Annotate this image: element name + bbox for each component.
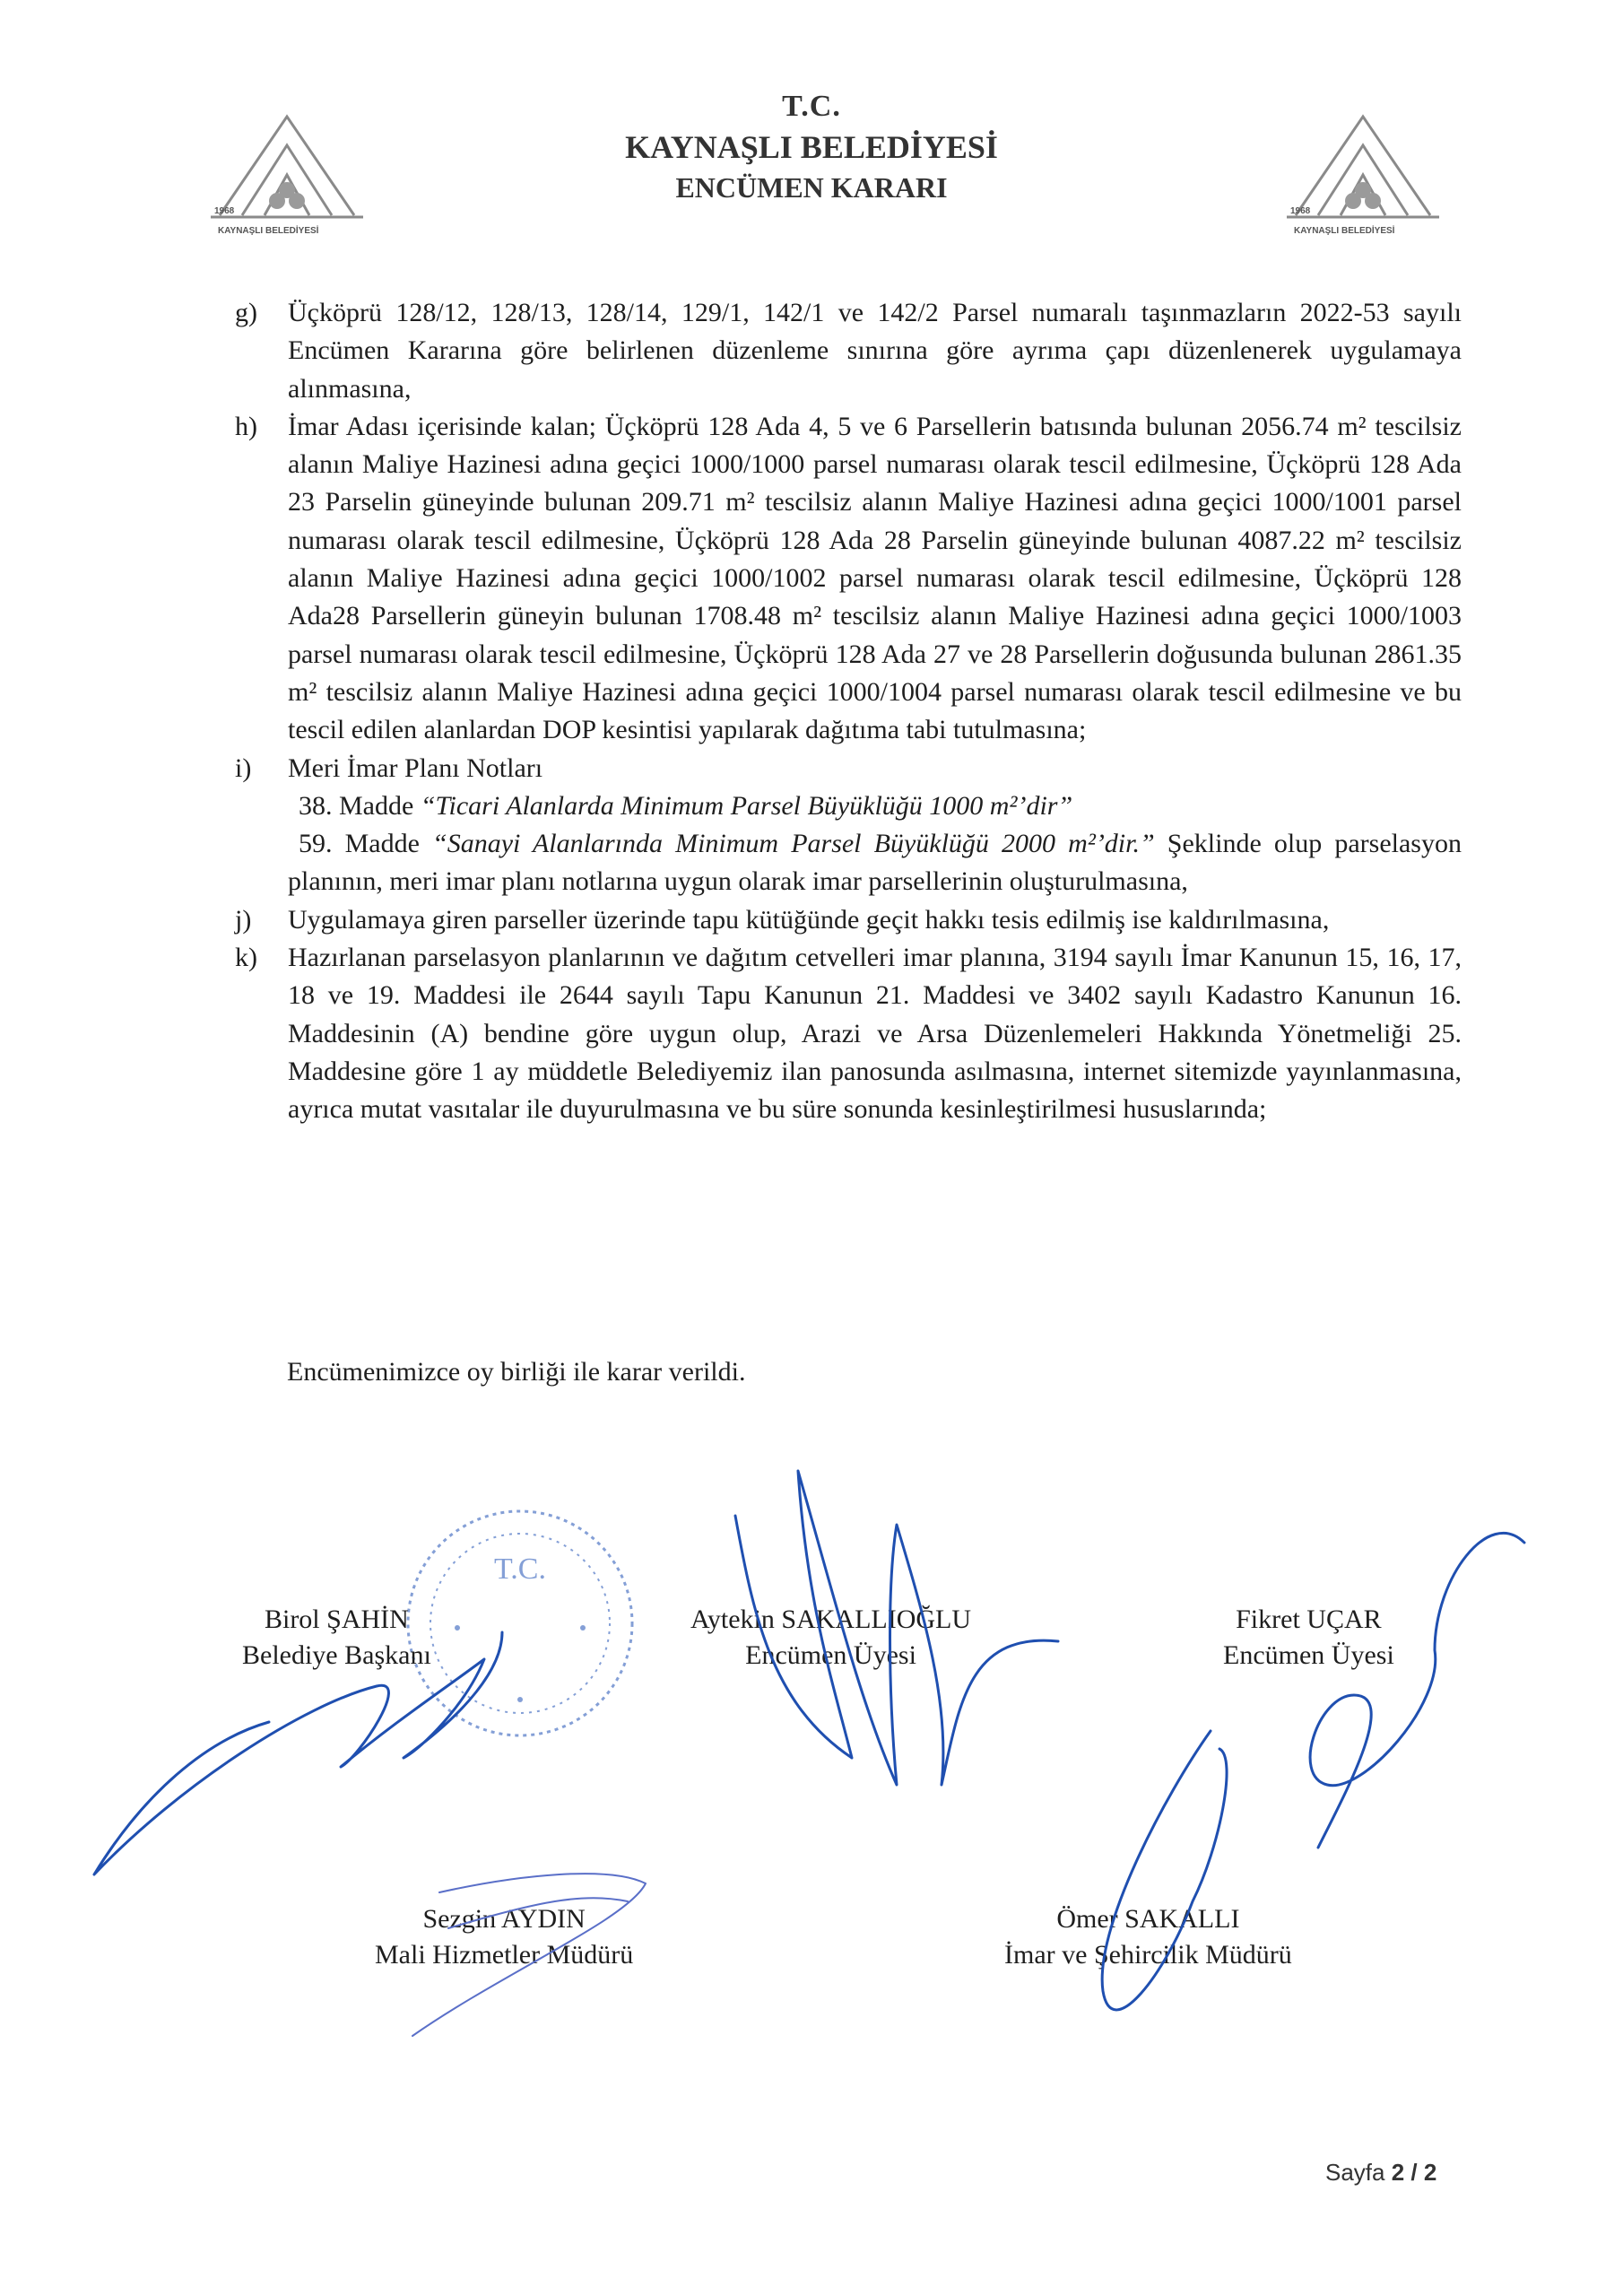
signatory-council-member-1 xyxy=(690,1602,971,1674)
document-header xyxy=(0,88,1623,206)
logo-year-right: 1968 xyxy=(1290,206,1311,216)
item-text: Hazırlanan parselasyon planlarının ve dağıtım cetvelleri imar planına, 3194 sayılı İmar Kanunun 15, 16, 17, 18 ve 19. Maddesi ile 2644 sayılı Tapu Kanunun 21. Maddesi ve 3402 sayılı Kadastro Kanunun 16. Maddesinin (A) bendine göre uygun olup, Arazi ve Arsa Düzenlemeleri Hakkında Yönetmeliği 25. Maddesine göre 1 ay müddetle Belediyemiz ilan panosunda asılmasına, internet sitemizde yayınlanmasına, ayrıca mutat vasıtalar ile duyurulmasına ve bu süre sonunda kesinleştirilmesi hususlarında; xyxy=(288,943,1462,1125)
article-38: 38. Madde “Ticari Alanlarda Minimum Parsel Büyüklüğü 1000 m²’dir” xyxy=(299,790,1073,821)
header-tc: T.C. xyxy=(782,90,841,123)
logo-name-left: KAYNAŞLI BELEDİYESİ xyxy=(218,226,319,236)
closing-statement: Encümenimizce oy birliği ile karar verildi. xyxy=(287,1357,746,1387)
decision-body xyxy=(235,294,1462,1129)
item-marker: h) xyxy=(235,411,257,441)
list-item-j xyxy=(235,901,1462,939)
item-text: Üçköprü 128/12, 128/13, 128/14, 129/1, 142/1 ve 142/2 Parsel numaralı taşınmazların 2022-53 sayılı Encümen Kararına göre belirlenen düzenleme sınırına göre ayrıma çapı düzenlenerek uygulamaya alınmasına, xyxy=(288,298,1462,404)
article-59: 59. Madde “Sanayi Alanlarında Minimum Parsel Büyüklüğü 2000 m²’dir.” Şeklinde olup parselasyon planının, meri imar planı notlarına uygun olarak imar parsellerinin oluşturulmasına, xyxy=(288,829,1462,897)
signatory-zoning-director xyxy=(1004,1901,1292,1973)
signatory-name: Sezgin AYDIN xyxy=(422,1904,586,1934)
signatory-council-member-2 xyxy=(1223,1602,1394,1674)
item-marker: j) xyxy=(235,904,252,935)
item-text: İmar Adası içerisinde kalan; Üçköprü 128 Ada 4, 5 ve 6 Parsellerin batısında bulunan 2056.74 m² tescilsiz alanın Maliye Hazinesi adına geçici 1000/1000 parsel numarası olarak tescil edilmesine, Üçköprü 128 Ada 23 Parselin güneyinde bulunan 209.71 m² tescilsiz alanın Maliye Hazinesi adına geçici 1000/1001 parsel numarası olarak tescil edilmesine, Üçköprü 128 Ada 28 Parselin güneyinde bulunan 4087.22 m² tescilsiz alanın Maliye Hazinesi adına geçici 1000/1002 parsel numarası olarak tescil edilmesine, Üçköprü 128 Ada28 Parsellerin güneyin bulunan 1708.48 m² tescilsiz alanın Maliye Hazinesi adına geçici 1000/1003 parsel numarası olarak tescil edilmesine, Üçköprü 128 Ada 27 ve 28 Parsellerin doğusunda bulunan 2861.35 m² tescilsiz alanın Maliye Hazinesi adına geçici 1000/1004 parsel numarası olarak tescil edilmesine ve bu tescil edilen alanlardan DOP kesintisi yapılarak dağıtıma tabi tutulmasına; xyxy=(288,411,1462,745)
seal-text: T.C. xyxy=(494,1552,546,1586)
signatory-title: Encümen Üyesi xyxy=(745,1640,916,1670)
header-decision-type: ENCÜMEN KARARI xyxy=(675,171,948,204)
signatory-mayor xyxy=(242,1602,431,1674)
list-item-h xyxy=(235,408,1462,750)
list-item-g xyxy=(235,294,1462,408)
page-label: Sayfa xyxy=(1325,2159,1392,2186)
page-number: 2 / 2 xyxy=(1391,2159,1437,2186)
page-indicator xyxy=(1325,2159,1436,2187)
item-title: Meri İmar Planı Notları xyxy=(288,752,543,783)
official-seal xyxy=(395,1493,646,1753)
signatory-title: Belediye Başkanı xyxy=(242,1640,431,1670)
signatory-title: Mali Hizmetler Müdürü xyxy=(375,1940,634,1970)
item-marker: g) xyxy=(235,298,257,327)
signatory-name: Fikret UÇAR xyxy=(1236,1605,1382,1634)
item-marker: k) xyxy=(235,943,257,973)
logo-year-left: 1968 xyxy=(214,206,235,216)
list-item-i xyxy=(235,750,1462,901)
signatory-title: İmar ve Şehircilik Müdürü xyxy=(1004,1940,1292,1970)
item-marker: i) xyxy=(235,752,252,783)
signatory-finance-director xyxy=(375,1901,633,1973)
signatory-title: Encümen Üyesi xyxy=(1223,1640,1394,1670)
list-item-k xyxy=(235,939,1462,1128)
signatory-name: Aytekin SAKALLIOĞLU xyxy=(690,1605,972,1634)
header-municipality: KAYNAŞLI BELEDİYESİ xyxy=(625,129,998,165)
signatory-name: Ömer SAKALLI xyxy=(1056,1904,1240,1934)
item-text: Uygulamaya giren parseller üzerinde tapu kütüğünde geçit hakkı tesis edilmiş ise kaldırılmasına, xyxy=(288,904,1330,935)
logo-name-right: KAYNAŞLI BELEDİYESİ xyxy=(1294,226,1395,236)
signatory-name: Birol ŞAHİN xyxy=(264,1605,409,1634)
